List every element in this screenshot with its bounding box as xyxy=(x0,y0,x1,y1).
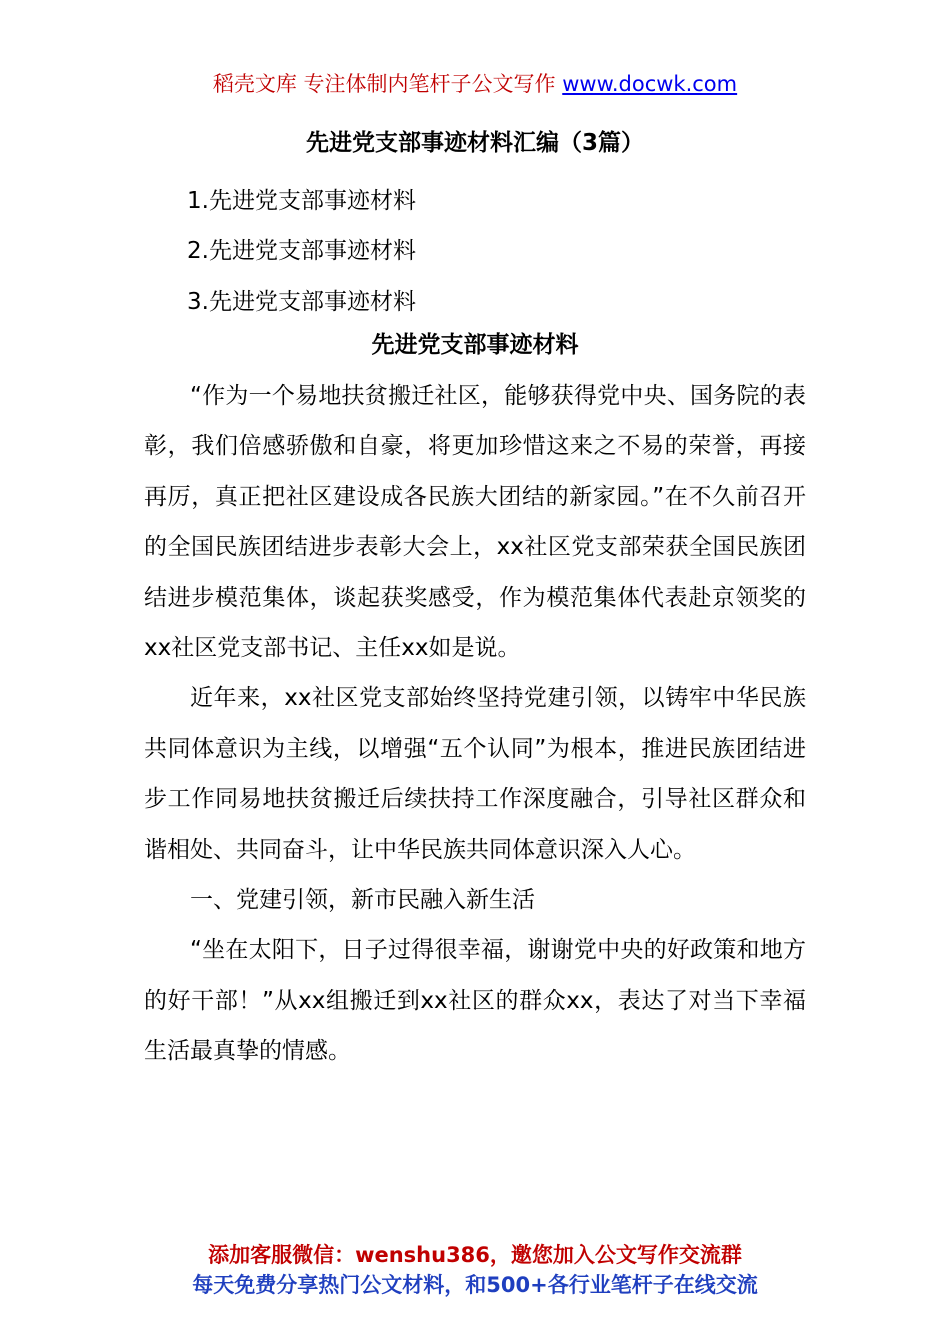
paragraph: “作为一个易地扶贫搬迁社区，能够获得党中央、国务院的表彰，我们倍感骄傲和自豪，将更加珍惜这来之不易的荣誉，再接再厉，真正把社区建设成各民族大团结的新家园。”在不久前召开的全国民族团结进步表彰大会上，xx社区党支部荣获全国民族团结进步模范集体，谈起获奖感受，作为模范集体代表赴京领奖的xx社区党支部书记、主任xx如是说。 xyxy=(144,383,806,662)
website-link[interactable]: www.docwk.com xyxy=(562,72,738,96)
paragraph: “坐在太阳下，日子过得很幸福，谢谢党中央的好政策和地方的好干部！”从xx组搬迁到xx社区的群众xx，表达了对当下幸福生活最真挚的情感。 xyxy=(144,937,806,1065)
footer-wechat-line: 添加客服微信：wenshu386，邀您加入公文写作交流群 xyxy=(208,1243,742,1267)
body-text xyxy=(144,371,806,1077)
subheading: 一、党建引领，新市民融入新生活 xyxy=(190,887,535,914)
toc-item: 2.先进党支部事迹材料 xyxy=(187,238,416,265)
section-title: 先进党支部事迹材料 xyxy=(371,332,579,358)
brand-text: 稻壳文库 专注体制内笔杆子公文写作 xyxy=(212,72,556,96)
paragraph: 近年来，xx社区党支部始终坚持党建引领，以铸牢中华民族共同体意识为主线，以增强“五个认同”为根本，推进民族团结进步工作同易地扶贫搬迁后续扶持工作深度融合，引导社区群众和谐相处、共同奋斗，让中华民族共同体意识深入人心。 xyxy=(144,685,806,863)
footer-share-line: 每天免费分享热门公文材料，和500+各行业笔杆子在线交流 xyxy=(192,1273,758,1297)
table-of-contents xyxy=(187,176,416,327)
document-title: 先进党支部事迹材料汇编（3篇） xyxy=(305,130,644,156)
toc-item: 1.先进党支部事迹材料 xyxy=(187,188,416,214)
toc-item: 3.先进党支部事迹材料 xyxy=(187,288,416,315)
header-banner xyxy=(0,68,950,100)
